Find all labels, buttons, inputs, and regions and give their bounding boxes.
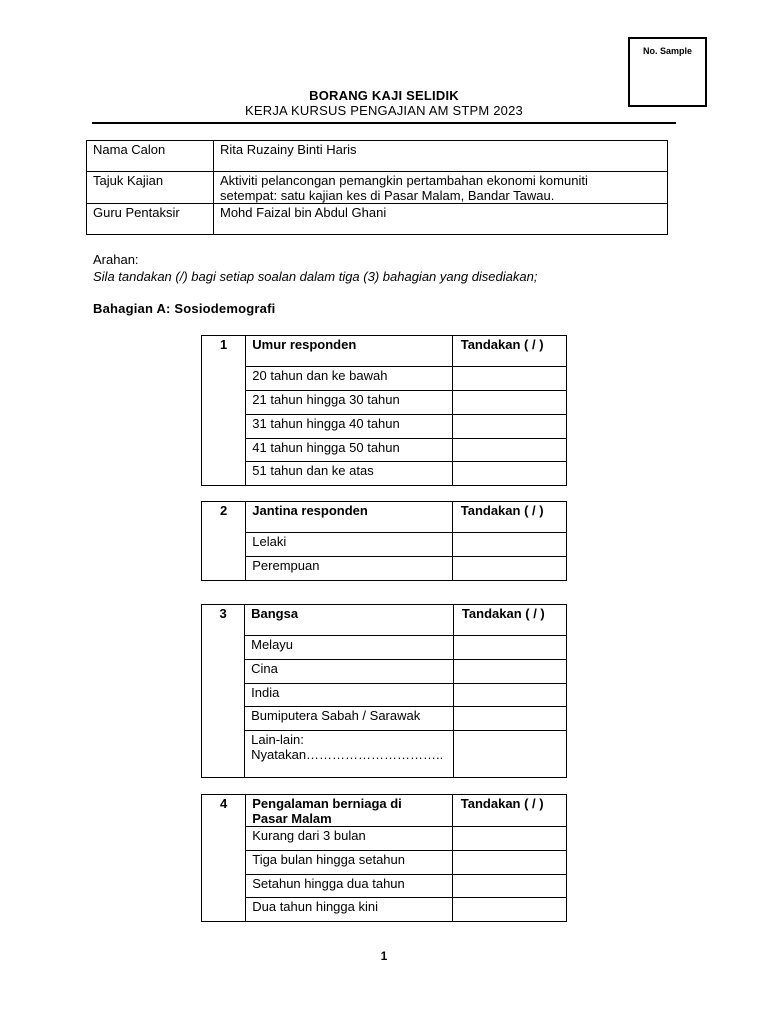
option-other-specify: Nyatakan………………………….. bbox=[251, 747, 444, 762]
question-number: 2 bbox=[202, 502, 246, 581]
section-title: Bahagian A: Sosiodemografi bbox=[93, 301, 276, 316]
option-row-other bbox=[202, 731, 567, 778]
tick-box[interactable] bbox=[452, 875, 566, 898]
tick-box[interactable] bbox=[452, 391, 566, 415]
tick-box[interactable] bbox=[453, 731, 566, 778]
option-row bbox=[202, 660, 567, 684]
option-row bbox=[202, 898, 567, 922]
option-row bbox=[202, 415, 567, 439]
question-heading: Bangsa bbox=[245, 605, 454, 636]
title-divider bbox=[92, 122, 676, 124]
option-label: India bbox=[245, 684, 454, 707]
question-heading: Umur responden bbox=[246, 336, 452, 367]
option-label: Perempuan bbox=[246, 557, 452, 581]
candidate-info-table bbox=[86, 140, 668, 235]
info-row-tajuk bbox=[87, 172, 668, 204]
tick-box[interactable] bbox=[452, 851, 566, 875]
tick-box[interactable] bbox=[452, 415, 566, 439]
question-heading-line-2: Pasar Malam bbox=[252, 811, 332, 826]
option-label: Tiga bulan hingga setahun bbox=[246, 851, 453, 875]
question-number: 1 bbox=[202, 336, 246, 486]
guru-value: Mohd Faizal bin Abdul Ghani bbox=[214, 204, 668, 235]
option-label: Dua tahun hingga kini bbox=[246, 898, 453, 922]
tajuk-label: Tajuk Kajian bbox=[87, 172, 214, 204]
form-title: BORANG KAJI SELIDIK bbox=[309, 88, 459, 103]
option-label: 20 tahun dan ke bawah bbox=[246, 367, 452, 391]
sample-label: No. Sample bbox=[642, 46, 692, 56]
question-number: 3 bbox=[202, 605, 245, 778]
page-number: 1 bbox=[380, 949, 388, 963]
question-2-table bbox=[201, 501, 567, 581]
tick-box[interactable] bbox=[452, 367, 566, 391]
question-header-row bbox=[202, 502, 567, 533]
option-row bbox=[202, 875, 567, 898]
instructions-text: Sila tandakan (/) bagi setiap soalan dalam tiga (3) bahagian yang disediakan; bbox=[93, 269, 538, 284]
option-label: 41 tahun hingga 50 tahun bbox=[246, 439, 452, 462]
option-row bbox=[202, 684, 567, 707]
info-row-guru bbox=[87, 204, 668, 235]
option-label: Kurang dari 3 bulan bbox=[246, 827, 453, 851]
tajuk-value-line-1: Aktiviti pelancongan pemangkin pertambahan ekonomi komuniti bbox=[220, 173, 588, 188]
option-row bbox=[202, 827, 567, 851]
option-label: 31 tahun hingga 40 tahun bbox=[246, 415, 452, 439]
nama-label: Nama Calon bbox=[87, 141, 214, 172]
tick-box[interactable] bbox=[452, 557, 566, 581]
tick-box[interactable] bbox=[452, 462, 566, 486]
tick-box[interactable] bbox=[453, 684, 566, 707]
option-row bbox=[202, 462, 567, 486]
option-label: Setahun hingga dua tahun bbox=[246, 875, 453, 898]
question-header-row bbox=[202, 336, 567, 367]
tick-column-header: Tandakan ( / ) bbox=[452, 502, 566, 533]
tick-box[interactable] bbox=[452, 533, 566, 557]
tick-box[interactable] bbox=[453, 707, 566, 731]
question-heading-line-1: Pengalaman berniaga di bbox=[252, 796, 402, 811]
option-row bbox=[202, 557, 567, 581]
option-row bbox=[202, 636, 567, 660]
question-header-row bbox=[202, 795, 567, 827]
option-row bbox=[202, 367, 567, 391]
nama-value: Rita Ruzainy Binti Haris bbox=[214, 141, 668, 172]
tick-box[interactable] bbox=[452, 439, 566, 462]
tajuk-value-line-2: setempat: satu kajian kes di Pasar Malam, Bandar Tawau. bbox=[220, 188, 555, 203]
tick-box[interactable] bbox=[453, 660, 566, 684]
question-1-table bbox=[201, 335, 567, 486]
tick-box[interactable] bbox=[452, 827, 566, 851]
tick-box[interactable] bbox=[453, 636, 566, 660]
question-number: 4 bbox=[202, 795, 246, 922]
option-row bbox=[202, 851, 567, 875]
option-other bbox=[245, 731, 454, 778]
option-other-label: Lain-lain: bbox=[251, 732, 304, 747]
option-row bbox=[202, 391, 567, 415]
question-heading bbox=[246, 795, 453, 827]
option-row bbox=[202, 533, 567, 557]
question-heading: Jantina responden bbox=[246, 502, 452, 533]
question-3-table bbox=[201, 604, 567, 778]
form-subtitle: KERJA KURSUS PENGAJIAN AM STPM 2023 bbox=[245, 103, 523, 118]
option-label: Cina bbox=[245, 660, 454, 684]
tajuk-value bbox=[214, 172, 668, 204]
instructions bbox=[93, 251, 537, 285]
option-label: 21 tahun hingga 30 tahun bbox=[246, 391, 452, 415]
option-label: Bumiputera Sabah / Sarawak bbox=[245, 707, 454, 731]
question-header-row bbox=[202, 605, 567, 636]
tick-box[interactable] bbox=[452, 898, 566, 922]
instructions-label: Arahan: bbox=[93, 252, 139, 267]
tick-column-header: Tandakan ( / ) bbox=[453, 605, 566, 636]
option-row bbox=[202, 439, 567, 462]
info-row-nama bbox=[87, 141, 668, 172]
option-label: Lelaki bbox=[246, 533, 452, 557]
option-label: Melayu bbox=[245, 636, 454, 660]
guru-label: Guru Pentaksir bbox=[87, 204, 214, 235]
tick-column-header: Tandakan ( / ) bbox=[452, 795, 566, 827]
tick-column-header: Tandakan ( / ) bbox=[452, 336, 566, 367]
option-row bbox=[202, 707, 567, 731]
option-label: 51 tahun dan ke atas bbox=[246, 462, 452, 486]
question-4-table bbox=[201, 794, 567, 922]
